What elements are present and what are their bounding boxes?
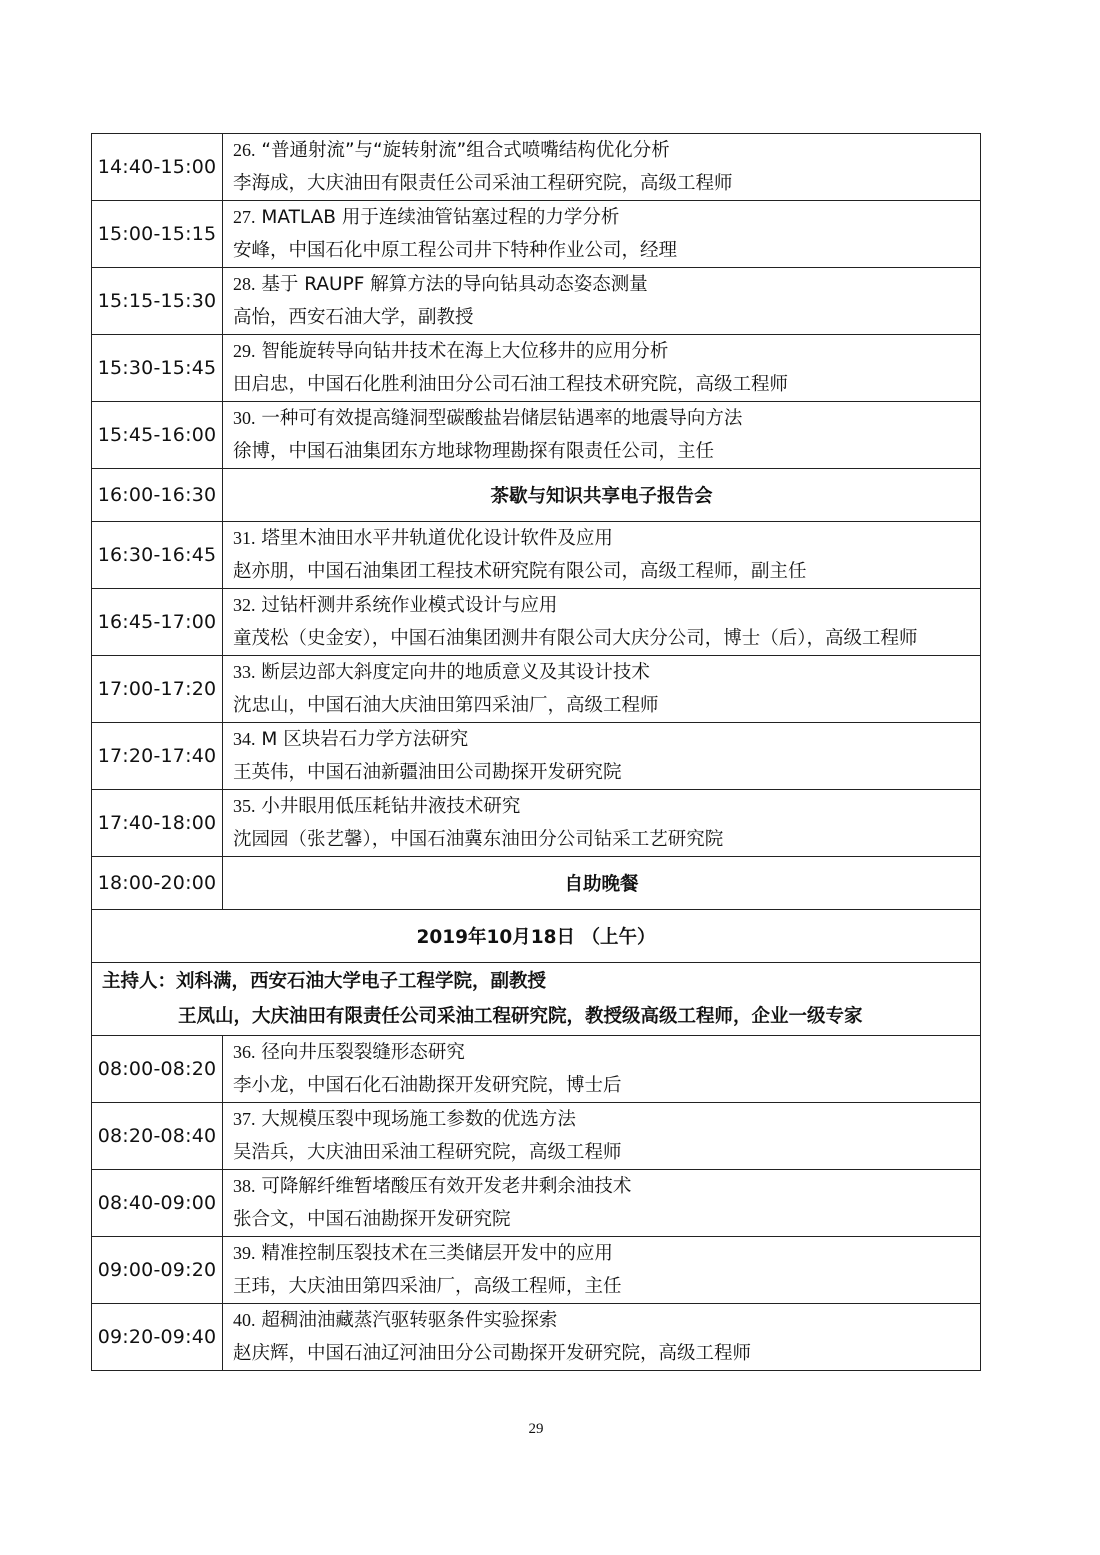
session-details — [223, 1170, 981, 1237]
schedule-table — [91, 133, 981, 1371]
session-number: 26. — [233, 140, 256, 160]
session-title-line — [233, 656, 980, 689]
session-time: 17:40-18:00 — [92, 790, 223, 857]
session-number: 27. — [233, 207, 256, 227]
session-title-line — [233, 1103, 980, 1136]
session-title: 智能旋转导向钻井技术在海上大位移井的应用分析 — [261, 341, 669, 362]
session-title-line — [233, 201, 980, 234]
break-label: 茶歇与知识共享电子报告会 — [223, 469, 981, 522]
schedule-body — [92, 134, 981, 1371]
session-row — [92, 268, 981, 335]
session-title-line — [233, 134, 980, 167]
session-number: 33. — [233, 662, 256, 682]
session-title: 断层边部大斜度定向井的地质意义及其设计技术 — [261, 662, 650, 683]
session-time: 08:20-08:40 — [92, 1103, 223, 1170]
session-details — [223, 402, 981, 469]
session-number: 35. — [233, 796, 256, 816]
session-number: 31. — [233, 528, 256, 548]
session-title: M 区块岩石力学方法研究 — [261, 729, 469, 750]
session-time: 09:00-09:20 — [92, 1237, 223, 1304]
session-number: 28. — [233, 274, 256, 294]
session-row — [92, 1036, 981, 1103]
session-row — [92, 1304, 981, 1371]
session-time: 15:45-16:00 — [92, 402, 223, 469]
session-number: 30. — [233, 408, 256, 428]
session-number: 29. — [233, 341, 256, 361]
session-time: 14:40-15:00 — [92, 134, 223, 201]
session-title-line — [233, 402, 980, 435]
session-speaker: 张合文，中国石油勘探开发研究院 — [233, 1209, 511, 1230]
host-row — [92, 963, 981, 1036]
session-details — [223, 268, 981, 335]
session-title-line — [233, 1170, 980, 1203]
session-speaker: 李海成，大庆油田有限责任公司采油工程研究院，高级工程师 — [233, 173, 733, 194]
session-title: 可降解纤维暂堵酸压有效开发老井剩余油技术 — [261, 1176, 632, 1197]
session-title-line — [233, 1036, 980, 1069]
break-label: 自助晚餐 — [223, 857, 981, 910]
session-row — [92, 134, 981, 201]
session-title: MATLAB 用于连续油管钻塞过程的力学分析 — [261, 207, 620, 228]
session-number: 36. — [233, 1042, 256, 1062]
session-details — [223, 134, 981, 201]
session-title: 径向井压裂裂缝形态研究 — [261, 1042, 465, 1063]
session-title: 大规模压裂中现场施工参数的优选方法 — [261, 1109, 576, 1130]
session-row — [92, 335, 981, 402]
session-row — [92, 1237, 981, 1304]
session-number: 37. — [233, 1109, 256, 1129]
session-time: 17:00-17:20 — [92, 656, 223, 723]
session-title-line — [233, 790, 980, 823]
session-speaker: 赵亦朋，中国石油集团工程技术研究院有限公司，高级工程师，副主任 — [233, 561, 807, 582]
session-details — [223, 335, 981, 402]
session-row — [92, 723, 981, 790]
date-header: 2019年10月18日 （上午） — [92, 910, 981, 963]
session-row — [92, 1170, 981, 1237]
session-time: 17:20-17:40 — [92, 723, 223, 790]
session-speaker: 田启忠，中国石化胜利油田分公司石油工程技术研究院，高级工程师 — [233, 374, 789, 395]
session-title: 超稠油油藏蒸汽驱转驱条件实验探索 — [261, 1310, 558, 1331]
session-details — [223, 1103, 981, 1170]
session-time: 08:00-08:20 — [92, 1036, 223, 1103]
break-time: 16:00-16:30 — [92, 469, 223, 522]
session-time: 09:20-09:40 — [92, 1304, 223, 1371]
date-row — [92, 910, 981, 963]
session-title-line — [233, 1237, 980, 1270]
session-details — [223, 201, 981, 268]
session-title: 一种可有效提高缝洞型碳酸盐岩储层钻遇率的地震导向方法 — [261, 408, 743, 429]
session-number: 39. — [233, 1243, 256, 1263]
session-title-line — [233, 522, 980, 555]
session-time: 16:30-16:45 — [92, 522, 223, 589]
session-number: 38. — [233, 1176, 256, 1196]
session-speaker: 吴浩兵，大庆油田采油工程研究院，高级工程师 — [233, 1142, 622, 1163]
session-details — [223, 656, 981, 723]
session-title: 过钻杆测井系统作业模式设计与应用 — [261, 595, 558, 616]
session-number: 40. — [233, 1310, 256, 1330]
session-speaker: 沈园园（张艺馨），中国石油冀东油田分公司钻采工艺研究院 — [233, 829, 724, 850]
session-title: 小井眼用低压耗钻井液技术研究 — [261, 796, 521, 817]
break-row — [92, 469, 981, 522]
session-row — [92, 201, 981, 268]
session-row — [92, 656, 981, 723]
host-cell — [92, 963, 981, 1036]
session-speaker: 赵庆辉，中国石油辽河油田分公司勘探开发研究院，高级工程师 — [233, 1343, 752, 1364]
session-time: 08:40-09:00 — [92, 1170, 223, 1237]
session-row — [92, 1103, 981, 1170]
session-title: 精准控制压裂技术在三类储层开发中的应用 — [261, 1243, 613, 1264]
session-title-line — [233, 723, 980, 756]
session-title: “普通射流”与“旋转射流”组合式喷嘴结构优化分析 — [261, 140, 670, 161]
session-speaker: 安峰，中国石化中原工程公司井下特种作业公司，经理 — [233, 240, 678, 261]
session-number: 34. — [233, 729, 256, 749]
page-number: 29 — [528, 1421, 544, 1437]
session-title-line — [233, 268, 980, 301]
break-row — [92, 857, 981, 910]
host-line-1: 主持人：刘科满，西安石油大学电子工程学院，副教授 — [102, 971, 547, 992]
session-speaker: 王玮，大庆油田第四采油厂，高级工程师，主任 — [233, 1276, 622, 1297]
session-title-line — [233, 1304, 980, 1337]
session-row — [92, 790, 981, 857]
host-line-2: 王凤山，大庆油田有限责任公司采油工程研究院，教授级高级工程师，企业一级专家 — [178, 1006, 863, 1027]
session-details — [223, 522, 981, 589]
session-number: 32. — [233, 595, 256, 615]
session-details — [223, 589, 981, 656]
session-title-line — [233, 589, 980, 622]
session-speaker: 王英伟，中国石油新疆油田公司勘探开发研究院 — [233, 762, 622, 783]
session-speaker: 童茂松（史金安），中国石油集团测井有限公司大庆分公司，博士（后），高级工程师 — [233, 628, 918, 649]
session-speaker: 高怡，西安石油大学，副教授 — [233, 307, 474, 328]
session-time: 15:00-15:15 — [92, 201, 223, 268]
session-time: 15:15-15:30 — [92, 268, 223, 335]
session-speaker: 沈忠山，中国石油大庆油田第四采油厂，高级工程师 — [233, 695, 659, 716]
session-speaker: 李小龙，中国石化石油勘探开发研究院，博士后 — [233, 1075, 622, 1096]
session-time: 16:45-17:00 — [92, 589, 223, 656]
session-speaker: 徐博，中国石油集团东方地球物理勘探有限责任公司，主任 — [233, 441, 715, 462]
session-details — [223, 1036, 981, 1103]
session-row — [92, 402, 981, 469]
session-row — [92, 522, 981, 589]
session-title: 基于 RAUPF 解算方法的导向钻具动态姿态测量 — [261, 274, 648, 295]
break-time: 18:00-20:00 — [92, 857, 223, 910]
session-time: 15:30-15:45 — [92, 335, 223, 402]
session-row — [92, 589, 981, 656]
session-details — [223, 1237, 981, 1304]
session-title: 塔里木油田水平井轨道优化设计软件及应用 — [261, 528, 613, 549]
session-details — [223, 790, 981, 857]
session-title-line — [233, 335, 980, 368]
session-details — [223, 723, 981, 790]
session-details — [223, 1304, 981, 1371]
